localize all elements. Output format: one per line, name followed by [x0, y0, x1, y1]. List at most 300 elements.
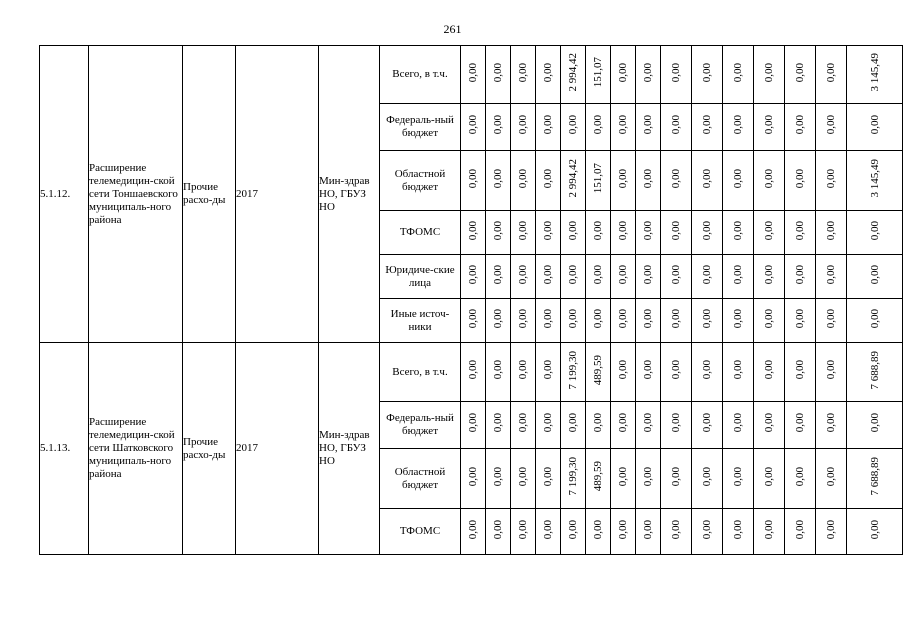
amount-cell	[847, 509, 903, 555]
amount-value: 0,00	[825, 360, 837, 380]
amount-cell	[536, 255, 561, 299]
amount-value: 0,00	[617, 264, 629, 285]
amount-value: 0,00	[825, 220, 837, 241]
amount-cell	[847, 151, 903, 211]
amount-cell	[785, 343, 816, 402]
amount-value: 0,00	[825, 62, 837, 83]
row-number: 5.1.13.	[40, 343, 89, 555]
amount-cell	[816, 46, 847, 104]
amount-cell	[636, 449, 661, 509]
amount-cell	[847, 255, 903, 299]
amount-value: 0,00	[542, 220, 554, 241]
amount-cell	[754, 402, 785, 449]
amount-cell	[636, 402, 661, 449]
amount-cell	[847, 449, 903, 509]
amount-cell	[461, 211, 486, 255]
amount-value: 0,00	[732, 308, 744, 329]
amount-value: 0,00	[542, 413, 554, 433]
amount-cell	[586, 46, 611, 104]
amount-value: 0,00	[467, 264, 479, 285]
amount-value: 0,00	[701, 466, 713, 487]
amount-cell	[723, 449, 754, 509]
amount-value: 0,00	[592, 115, 604, 135]
funding-source: Иные источ-ники	[380, 299, 461, 343]
amount-value: 0,00	[467, 220, 479, 241]
amount-value: 0,00	[642, 264, 654, 285]
amount-cell	[661, 255, 692, 299]
amount-cell	[661, 402, 692, 449]
amount-cell	[486, 299, 511, 343]
amount-cell	[816, 299, 847, 343]
amount-cell	[636, 104, 661, 151]
amount-value: 0,00	[701, 264, 713, 285]
amount-value: 0,00	[642, 308, 654, 329]
amount-cell	[661, 509, 692, 555]
amount-value: 0,00	[567, 308, 579, 329]
amount-value: 0,00	[467, 62, 479, 83]
amount-cell	[586, 449, 611, 509]
amount-value: 0,00	[732, 115, 744, 135]
amount-cell	[611, 509, 636, 555]
amount-value: 0,00	[467, 115, 479, 135]
amount-value: 0,00	[567, 519, 579, 540]
amount-value: 0,00	[467, 360, 479, 380]
amount-value: 0,00	[794, 264, 806, 285]
amount-value: 0,00	[642, 168, 654, 189]
funding-source: Федераль-ный бюджет	[380, 402, 461, 449]
amount-cell	[785, 104, 816, 151]
amount-value: 0,00	[794, 168, 806, 189]
amount-cell	[816, 104, 847, 151]
amount-value: 0,00	[492, 308, 504, 329]
amount-cell	[461, 343, 486, 402]
amount-cell	[611, 299, 636, 343]
amount-value: 0,00	[567, 220, 579, 241]
amount-value: 0,00	[670, 308, 682, 329]
amount-cell	[461, 104, 486, 151]
amount-cell	[561, 449, 586, 509]
amount-cell	[816, 509, 847, 555]
amount-value: 0,00	[670, 264, 682, 285]
amount-cell	[536, 104, 561, 151]
funding-source: Всего, в т.ч.	[380, 46, 461, 104]
amount-cell	[511, 211, 536, 255]
amount-cell	[561, 104, 586, 151]
amount-value: 0,00	[732, 220, 744, 241]
amount-cell	[611, 343, 636, 402]
amount-cell	[636, 46, 661, 104]
amount-cell	[611, 46, 636, 104]
amount-cell	[723, 255, 754, 299]
amount-value: 0,00	[732, 413, 744, 433]
amount-value: 0,00	[825, 519, 837, 540]
expense-type: Прочие расхо-ды	[183, 46, 236, 343]
amount-value: 0,00	[642, 519, 654, 540]
amount-cell	[611, 449, 636, 509]
amount-cell	[785, 151, 816, 211]
amount-value: 0,00	[794, 413, 806, 433]
amount-cell	[561, 509, 586, 555]
amount-value: 2 994,42	[567, 159, 579, 198]
amount-value: 0,00	[868, 308, 881, 329]
amount-cell	[723, 299, 754, 343]
amount-value: 0,00	[642, 62, 654, 83]
amount-cell	[486, 509, 511, 555]
amount-value: 0,00	[763, 62, 775, 83]
amount-cell	[586, 299, 611, 343]
amount-value: 0,00	[732, 360, 744, 380]
amount-value: 0,00	[517, 466, 529, 487]
row-number: 5.1.12.	[40, 46, 89, 343]
amount-value: 0,00	[763, 360, 775, 380]
amount-value: 0,00	[492, 62, 504, 83]
amount-value: 0,00	[868, 115, 881, 135]
amount-value: 0,00	[701, 308, 713, 329]
amount-cell	[723, 509, 754, 555]
amount-cell	[561, 211, 586, 255]
amount-cell	[785, 299, 816, 343]
amount-value: 0,00	[670, 168, 682, 189]
amount-cell	[561, 151, 586, 211]
amount-value: 0,00	[467, 413, 479, 433]
amount-cell	[486, 449, 511, 509]
amount-value: 0,00	[642, 220, 654, 241]
amount-value: 0,00	[701, 115, 713, 135]
amount-value: 0,00	[592, 519, 604, 540]
amount-cell	[847, 104, 903, 151]
amount-value: 0,00	[517, 220, 529, 241]
amount-cell	[536, 449, 561, 509]
amount-cell	[723, 211, 754, 255]
amount-cell	[461, 255, 486, 299]
amount-cell	[785, 402, 816, 449]
amount-value: 0,00	[763, 519, 775, 540]
amount-value: 0,00	[670, 220, 682, 241]
amount-value: 0,00	[617, 413, 629, 433]
amount-cell	[461, 449, 486, 509]
amount-cell	[692, 343, 723, 402]
amount-cell	[536, 46, 561, 104]
amount-value: 7 199,30	[567, 350, 579, 390]
amount-value: 0,00	[732, 168, 744, 189]
amount-cell	[661, 343, 692, 402]
amount-cell	[692, 151, 723, 211]
executor: Мин-здрав НО, ГБУЗ НО	[319, 343, 380, 555]
amount-cell	[816, 255, 847, 299]
amount-cell	[754, 343, 785, 402]
amount-cell	[611, 211, 636, 255]
amount-cell	[611, 151, 636, 211]
amount-value: 0,00	[763, 466, 775, 487]
amount-cell	[561, 255, 586, 299]
amount-cell	[816, 449, 847, 509]
amount-cell	[661, 449, 692, 509]
amount-cell	[692, 509, 723, 555]
amount-cell	[754, 151, 785, 211]
amount-cell	[511, 509, 536, 555]
amount-value: 3 145,49	[868, 53, 881, 92]
amount-value: 151,07	[592, 57, 604, 88]
amount-cell	[754, 46, 785, 104]
amount-value: 0,00	[492, 220, 504, 241]
amount-cell	[847, 46, 903, 104]
amount-cell	[486, 104, 511, 151]
amount-value: 489,59	[592, 354, 604, 386]
amount-cell	[785, 449, 816, 509]
amount-value: 0,00	[642, 360, 654, 380]
amount-value: 0,00	[825, 115, 837, 135]
amount-cell	[536, 343, 561, 402]
amount-cell	[586, 509, 611, 555]
amount-cell	[586, 211, 611, 255]
amount-cell	[611, 104, 636, 151]
amount-value: 0,00	[592, 264, 604, 285]
amount-cell	[847, 402, 903, 449]
amount-value: 0,00	[517, 308, 529, 329]
amount-value: 0,00	[670, 62, 682, 83]
amount-cell	[754, 299, 785, 343]
amount-cell	[511, 402, 536, 449]
amount-cell	[536, 299, 561, 343]
amount-value: 0,00	[617, 466, 629, 487]
amount-cell	[561, 402, 586, 449]
amount-cell	[661, 104, 692, 151]
amount-value: 0,00	[542, 62, 554, 83]
amount-value: 0,00	[567, 413, 579, 433]
funding-source: Юридиче-ские лица	[380, 255, 461, 299]
amount-cell	[586, 151, 611, 211]
amount-cell	[692, 299, 723, 343]
amount-value: 0,00	[592, 413, 604, 433]
amount-value: 0,00	[492, 264, 504, 285]
amount-cell	[754, 255, 785, 299]
amount-value: 0,00	[617, 115, 629, 135]
amount-value: 7 199,30	[567, 457, 579, 496]
amount-value: 0,00	[542, 264, 554, 285]
amount-cell	[486, 255, 511, 299]
amount-cell	[486, 46, 511, 104]
amount-cell	[847, 211, 903, 255]
amount-value: 0,00	[517, 519, 529, 540]
amount-cell	[723, 104, 754, 151]
amount-cell	[486, 211, 511, 255]
amount-value: 0,00	[825, 466, 837, 487]
amount-cell	[692, 46, 723, 104]
amount-value: 0,00	[825, 413, 837, 433]
amount-cell	[461, 509, 486, 555]
amount-cell	[661, 46, 692, 104]
amount-value: 0,00	[794, 308, 806, 329]
amount-cell	[511, 255, 536, 299]
amount-value: 0,00	[542, 466, 554, 487]
amount-value: 0,00	[517, 115, 529, 135]
amount-value: 0,00	[517, 413, 529, 433]
amount-value: 0,00	[517, 168, 529, 189]
page-number: 261	[443, 22, 462, 36]
source-row	[40, 46, 903, 104]
amount-value: 0,00	[670, 519, 682, 540]
amount-value: 0,00	[617, 519, 629, 540]
amount-cell	[586, 255, 611, 299]
amount-cell	[586, 104, 611, 151]
amount-value: 0,00	[794, 519, 806, 540]
amount-value: 0,00	[794, 466, 806, 487]
amount-cell	[536, 151, 561, 211]
amount-value: 0,00	[642, 115, 654, 135]
amount-value: 0,00	[492, 168, 504, 189]
amount-value: 0,00	[868, 519, 881, 540]
amount-value: 0,00	[617, 220, 629, 241]
amount-cell	[461, 402, 486, 449]
amount-cell	[536, 211, 561, 255]
amount-value: 0,00	[592, 308, 604, 329]
amount-cell	[561, 299, 586, 343]
amount-cell	[754, 449, 785, 509]
amount-value: 0,00	[617, 308, 629, 329]
amount-value: 0,00	[542, 308, 554, 329]
amount-cell	[561, 46, 586, 104]
amount-value: 0,00	[617, 168, 629, 189]
executor: Мин-здрав НО, ГБУЗ НО	[319, 46, 380, 343]
amount-value: 0,00	[492, 519, 504, 540]
amount-value: 0,00	[567, 115, 579, 135]
amount-value: 0,00	[492, 115, 504, 135]
amount-cell	[847, 299, 903, 343]
amount-cell	[661, 151, 692, 211]
amount-value: 0,00	[732, 519, 744, 540]
amount-cell	[754, 104, 785, 151]
amount-value: 0,00	[542, 115, 554, 135]
funding-source: Областной бюджет	[380, 151, 461, 211]
amount-cell	[816, 151, 847, 211]
amount-cell	[511, 343, 536, 402]
funding-source: ТФОМС	[380, 509, 461, 555]
amount-cell	[661, 299, 692, 343]
amount-value: 489,59	[592, 461, 604, 492]
activity-name: Расширение телемедицин-ской сети Шатковского муниципаль-ного района	[89, 343, 183, 555]
amount-value: 2 994,42	[567, 53, 579, 92]
amount-cell	[754, 509, 785, 555]
amount-cell	[511, 46, 536, 104]
amount-cell	[611, 402, 636, 449]
amount-cell	[586, 402, 611, 449]
amount-cell	[511, 449, 536, 509]
amount-cell	[461, 46, 486, 104]
amount-value: 0,00	[763, 413, 775, 433]
amount-value: 0,00	[517, 360, 529, 380]
amount-cell	[536, 402, 561, 449]
amount-value: 0,00	[794, 360, 806, 380]
amount-value: 0,00	[868, 264, 881, 285]
amount-value: 0,00	[542, 519, 554, 540]
amount-value: 0,00	[542, 168, 554, 189]
amount-cell	[561, 343, 586, 402]
amount-cell	[723, 151, 754, 211]
amount-cell	[816, 402, 847, 449]
amount-cell	[692, 402, 723, 449]
amount-value: 0,00	[701, 168, 713, 189]
amount-cell	[461, 299, 486, 343]
amount-cell	[692, 255, 723, 299]
amount-value: 0,00	[701, 413, 713, 433]
amount-cell	[636, 211, 661, 255]
funding-source: Всего, в т.ч.	[380, 343, 461, 402]
expense-type: Прочие расхо-ды	[183, 343, 236, 555]
amount-cell	[692, 104, 723, 151]
amount-value: 0,00	[517, 264, 529, 285]
amount-value: 0,00	[763, 115, 775, 135]
amount-value: 0,00	[492, 360, 504, 380]
amount-cell	[785, 211, 816, 255]
amount-value: 0,00	[794, 220, 806, 241]
amount-value: 0,00	[670, 413, 682, 433]
funding-source: ТФОМС	[380, 211, 461, 255]
amount-value: 0,00	[467, 168, 479, 189]
amount-cell	[754, 211, 785, 255]
amount-value: 7 688,89	[868, 350, 881, 390]
amount-value: 0,00	[670, 360, 682, 380]
amount-cell	[816, 343, 847, 402]
amount-cell	[511, 151, 536, 211]
amount-value: 7 688,89	[868, 457, 881, 496]
amount-value: 0,00	[517, 62, 529, 83]
amount-cell	[486, 343, 511, 402]
amount-value: 0,00	[617, 62, 629, 83]
amount-value: 0,00	[868, 220, 881, 241]
amount-value: 0,00	[542, 360, 554, 380]
amount-value: 0,00	[642, 413, 654, 433]
amount-value: 0,00	[701, 519, 713, 540]
amount-cell	[511, 299, 536, 343]
amount-cell	[486, 402, 511, 449]
amount-cell	[636, 509, 661, 555]
amount-value: 0,00	[825, 168, 837, 189]
amount-cell	[785, 255, 816, 299]
funding-source: Областной бюджет	[380, 449, 461, 509]
amount-cell	[636, 151, 661, 211]
amount-cell	[536, 509, 561, 555]
amount-cell	[511, 104, 536, 151]
amount-value: 0,00	[701, 220, 713, 241]
amount-cell	[636, 255, 661, 299]
amount-value: 0,00	[592, 220, 604, 241]
amount-value: 0,00	[868, 413, 881, 433]
budget-table	[39, 45, 903, 555]
amount-cell	[816, 211, 847, 255]
amount-value: 0,00	[763, 308, 775, 329]
amount-cell	[692, 211, 723, 255]
amount-cell	[661, 211, 692, 255]
amount-value: 0,00	[701, 360, 713, 380]
amount-value: 0,00	[567, 264, 579, 285]
amount-value: 0,00	[732, 62, 744, 83]
amount-value: 0,00	[492, 466, 504, 487]
amount-value: 0,00	[825, 308, 837, 329]
amount-value: 0,00	[467, 308, 479, 329]
amount-value: 0,00	[617, 360, 629, 380]
amount-value: 0,00	[701, 62, 713, 83]
amount-value: 3 145,49	[868, 159, 881, 198]
source-row	[40, 343, 903, 402]
amount-value: 0,00	[732, 466, 744, 487]
amount-cell	[611, 255, 636, 299]
amount-cell	[847, 343, 903, 402]
amount-value: 0,00	[763, 168, 775, 189]
amount-value: 0,00	[670, 115, 682, 135]
activity-year: 2017	[236, 343, 319, 555]
amount-cell	[723, 343, 754, 402]
amount-value: 0,00	[794, 115, 806, 135]
